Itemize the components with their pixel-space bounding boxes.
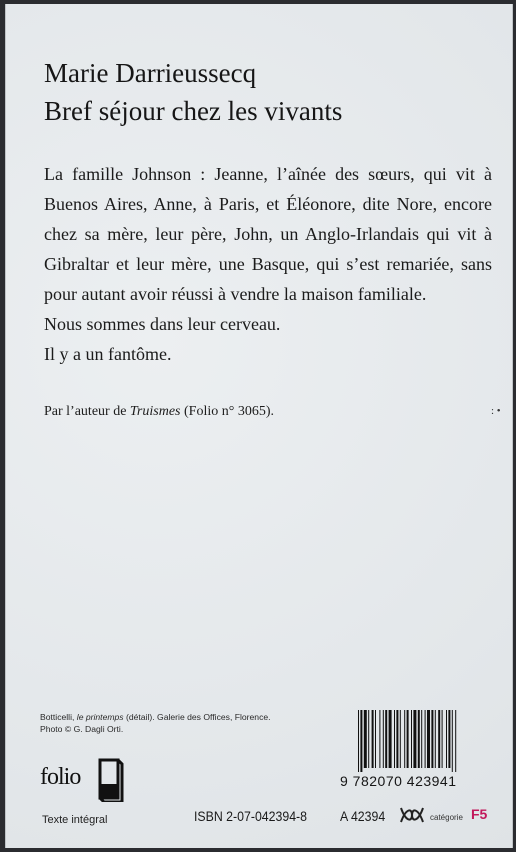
barcode-bar <box>383 710 384 768</box>
byline-work: Truismes <box>129 404 181 419</box>
byline-suffix: (Folio n° 3065). <box>180 404 274 419</box>
barcode-bar <box>385 710 387 768</box>
book-title: Bref séjour chez les vivants <box>44 96 343 126</box>
barcode-bar <box>389 710 392 768</box>
barcode-bar <box>400 710 401 768</box>
blurb-paragraph: La famille Johnson : Jeanne, l’aînée des sœurs, qui vit à Buenos Aires, Anne, à Paris, et Éléonore, dite Nore, encore chez sa mère, leur père, John, un Anglo-Irlandais qui vit à Gibraltar et leur mère, une Basque, qui s’est remariée, sans pour autant avoir réussi à vendre la maison familiale. <box>44 164 492 304</box>
barcode-bar <box>368 710 369 768</box>
barcode-bar <box>413 710 416 768</box>
barcode-bar <box>358 710 359 772</box>
edition-label: Texte intégral <box>42 814 108 826</box>
category-value: F5 <box>471 806 488 822</box>
barcode-bar <box>418 710 420 768</box>
margin-mark: : • <box>491 405 501 417</box>
byline <box>44 404 274 420</box>
barcode-bar <box>375 710 376 768</box>
barcode-bar <box>379 710 380 768</box>
folio-logo <box>40 758 126 808</box>
barcode-bar <box>394 710 395 768</box>
blurb <box>44 159 492 369</box>
isbn: ISBN 2-07-042394-8 <box>194 808 308 824</box>
barcode-bar <box>446 710 447 768</box>
barcode-bar <box>404 710 405 768</box>
knot-icon <box>398 804 426 826</box>
barcode-bar <box>407 710 409 768</box>
barcode-digits: 9 782070 423941 <box>340 773 457 789</box>
category-label: catégorie <box>430 813 463 822</box>
barcode-bar <box>411 710 412 768</box>
barcode-bar <box>396 710 398 768</box>
barcode-bar <box>360 710 362 772</box>
book-back-cover <box>5 4 513 848</box>
barcode-bar <box>372 710 374 768</box>
barcode <box>356 710 496 772</box>
barcode-bar <box>455 710 456 772</box>
credit-artist: Botticelli, <box>40 712 77 722</box>
photo-credit: Photo © G. Dagli Orti. <box>40 724 124 734</box>
credit-rest: (détail). Galerie des Offices, Florence. <box>123 712 271 722</box>
reference-number: A 42394 <box>340 808 386 824</box>
barcode-bar <box>364 710 367 768</box>
barcode-bar <box>435 710 436 768</box>
barcode-bar <box>442 710 443 768</box>
barcode-bar <box>452 710 453 772</box>
blurb-line: Nous sommes dans leur cerveau. <box>44 314 281 334</box>
folio-logo-text: folio <box>40 764 81 790</box>
barcode-bar <box>427 710 430 768</box>
credit-line <box>40 711 271 723</box>
image-credit <box>40 711 271 735</box>
barcode-bar <box>448 710 450 768</box>
barcode-bar <box>421 710 422 768</box>
author-name: Marie Darrieussecq <box>44 58 257 88</box>
credit-work: le printemps <box>76 712 124 722</box>
barcode-bar <box>438 710 440 768</box>
folio-book-icon <box>96 758 124 802</box>
byline-prefix: Par l’auteur de <box>44 404 130 419</box>
blurb-line: Il y a un fantôme. <box>44 344 172 364</box>
barcode-bar <box>425 710 426 768</box>
barcode-bar <box>431 710 433 768</box>
